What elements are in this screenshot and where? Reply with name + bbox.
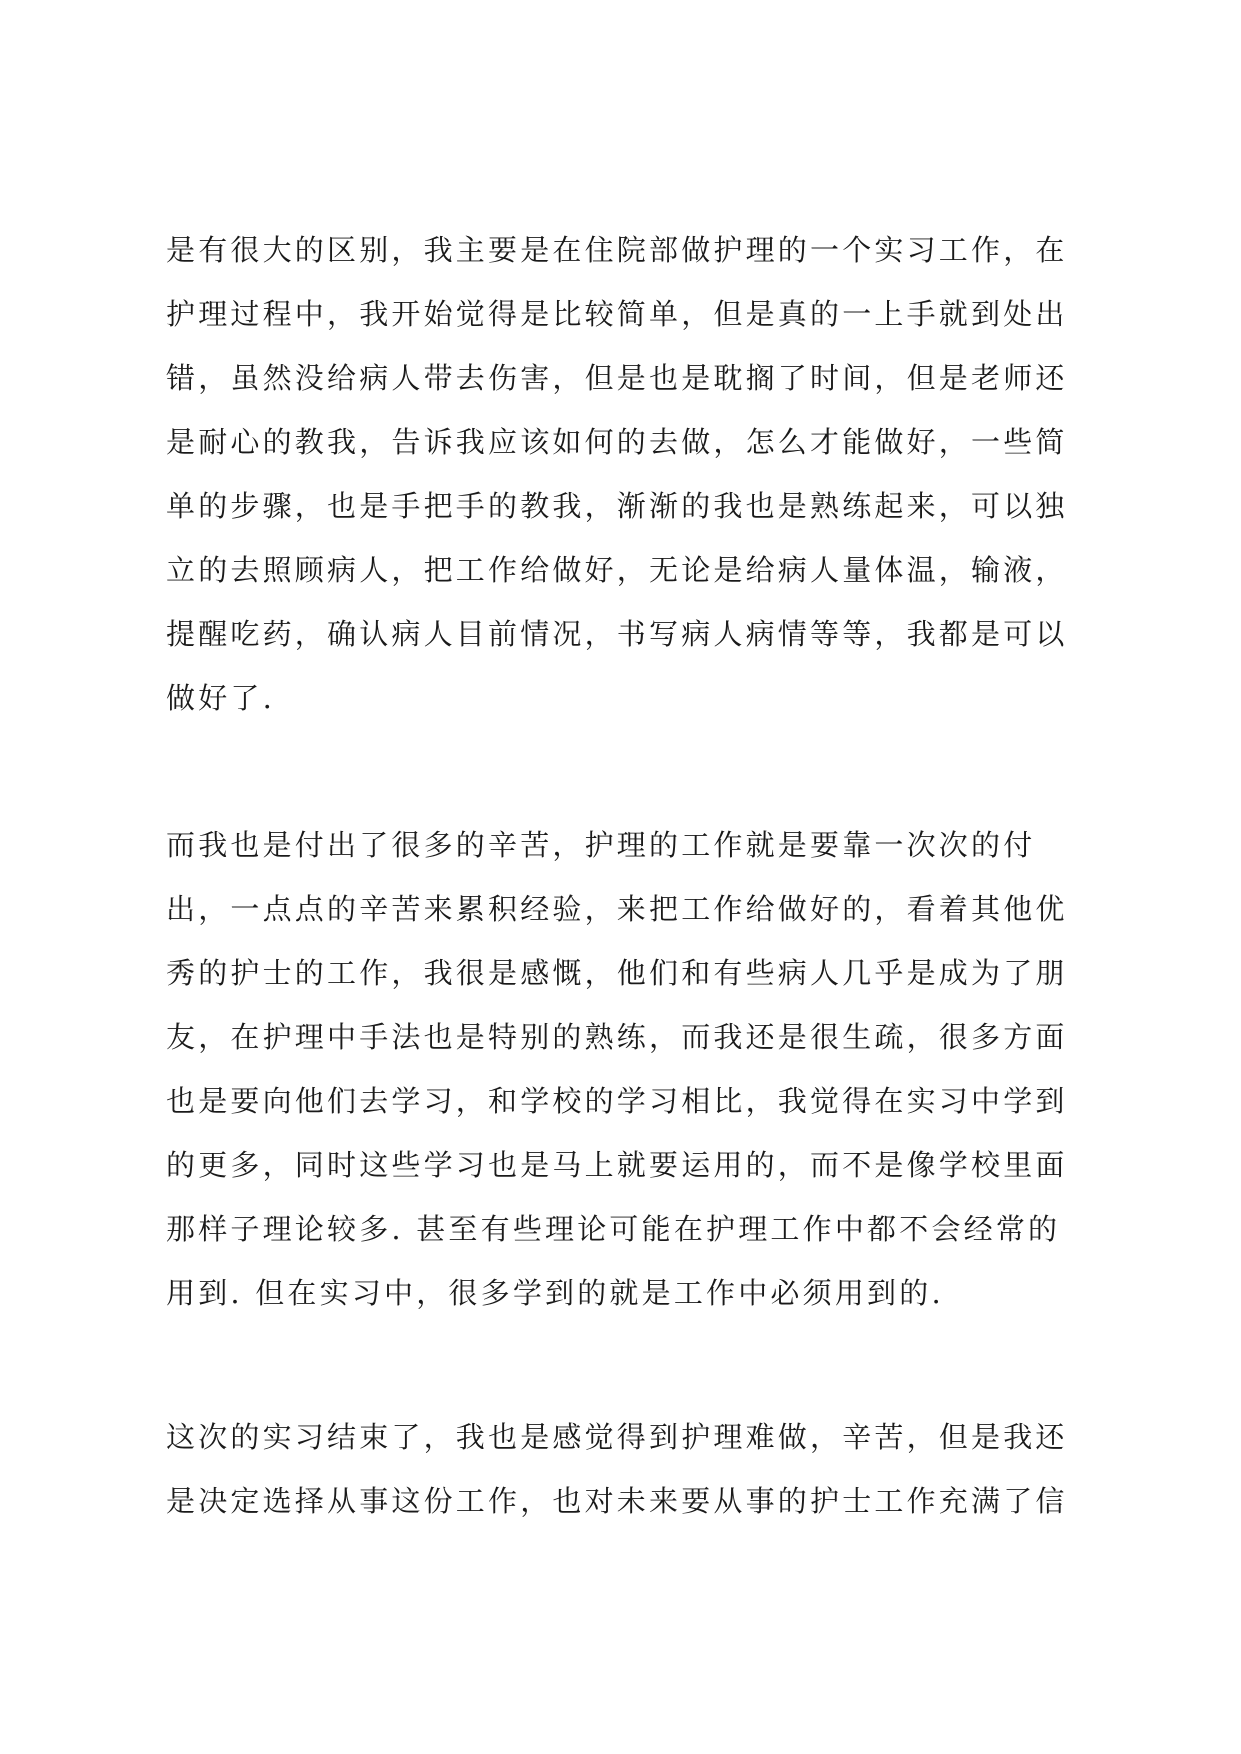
paragraph-line: 做好了. (166, 681, 276, 715)
paragraph-line: 出，一点点的辛苦来累积经验，来把工作给做好的，看着其他优 (166, 892, 1068, 926)
paragraph-line: 的更多，同时这些学习也是马上就要运用的，而不是像学校里面 (166, 1148, 1068, 1182)
paragraph-line: 用到. 但在实习中，很多学到的就是工作中必须用到的. (166, 1276, 944, 1310)
paragraph-line: 友，在护理中手法也是特别的熟练，而我还是很生疏，很多方面 (166, 1020, 1068, 1054)
paragraph-1 (166, 218, 1096, 730)
paragraph-line: 提醒吃药，确认病人目前情况，书写病人病情等等，我都是可以 (166, 617, 1068, 651)
paragraph-line: 秀的护士的工作，我很是感慨，他们和有些病人几乎是成为了朋 (166, 956, 1068, 990)
paragraph-line: 是决定选择从事这份工作，也对未来要从事的护士工作充满了信 (166, 1484, 1068, 1518)
paragraph-line: 错，虽然没给病人带去伤害，但是也是耽搁了时间，但是老师还 (166, 361, 1068, 395)
paragraph-line: 那样子理论较多. 甚至有些理论可能在护理工作中都不会经常的 (166, 1212, 1061, 1246)
paragraph-line: 是耐心的教我，告诉我应该如何的去做，怎么才能做好，一些简 (166, 425, 1068, 459)
paragraph-line: 而我也是付出了很多的辛苦，护理的工作就是要靠一次次的付 (166, 828, 1036, 862)
paragraph-line: 这次的实习结束了，我也是感觉得到护理难做，辛苦，但是我还 (166, 1420, 1068, 1454)
paragraph-2 (166, 813, 1096, 1325)
paragraph-line: 是有很大的区别，我主要是在住院部做护理的一个实习工作，在 (166, 233, 1068, 267)
paragraph-line: 护理过程中，我开始觉得是比较简单，但是真的一上手就到处出 (166, 297, 1068, 331)
paragraph-line: 也是要向他们去学习，和学校的学习相比，我觉得在实习中学到 (166, 1084, 1068, 1118)
paragraph-line: 单的步骤，也是手把手的教我，渐渐的我也是熟练起来，可以独 (166, 489, 1068, 523)
paragraph-line: 立的去照顾病人，把工作给做好，无论是给病人量体温，输液， (166, 553, 1068, 587)
paragraph-3 (166, 1405, 1096, 1533)
